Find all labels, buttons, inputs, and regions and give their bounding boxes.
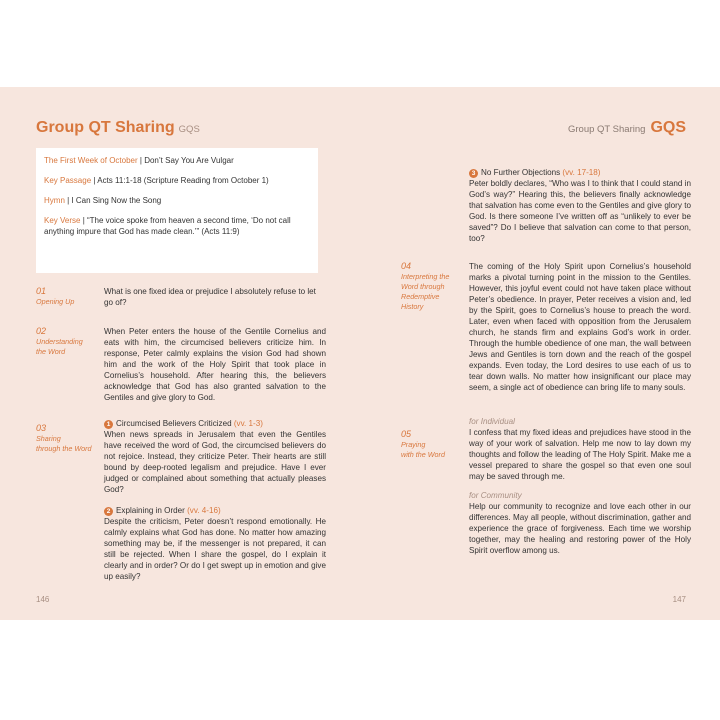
number-2-icon: 2 <box>104 507 113 516</box>
point-1-heading: 1 Circumcised Believers Criticized (vv. 1-3) <box>104 418 326 429</box>
left-page <box>0 87 360 620</box>
point-2-heading: 2 Explaining in Order (vv. 4-16) <box>104 505 326 516</box>
number-3-icon: 3 <box>469 169 478 178</box>
section-01-text: What is one fixed idea or prejudice I absolutely refuse to let go of? <box>104 287 316 307</box>
community-heading: for Community <box>469 491 522 500</box>
number-1-icon: 1 <box>104 420 113 429</box>
point-2-text: Despite the criticism, Peter doesn’t respond emotionally. He calmly explains what God has done. No matter how amazing something may be, if the messenger is not prepared, it can still be rejected. When I share the gospel, do I explain it clearly and in order? Or do I get swept up in emotion and give up easily? <box>104 517 326 581</box>
hymn-line: Hymn | I Can Sing Now the Song <box>44 196 162 205</box>
title-text: Group QT Sharing <box>36 119 175 136</box>
page-number-left: 146 <box>36 595 50 604</box>
week-line: The First Week of October | Don’t Say You Are Vulgar <box>44 156 234 165</box>
verse-line: Key Verse | “The voice spoke from heaven a second time, ‘Do not call anything impure that God has made clean.’” (Acts 11:9) <box>44 216 291 236</box>
section-03-text <box>104 418 326 582</box>
book-spread <box>0 87 720 620</box>
point-1-text: When news spreads in Jerusalem that even the Gentiles have received the word of God, the circumcised believers do not rejoice. Instead, they criticize Peter. Their hearts are still bound by deep-rooted legalism and prejudice. Have I ever judged or complained about something that actually pleases God? <box>104 430 326 494</box>
section-02-text: When Peter enters the house of the Gentile Cornelius and eats with him, the circumcised believers criticize him. In response, Peter calmly explains the vision God had shown him and the work of the Holy Spirit that took place in Cornelius’s household. After hearing this, the believers acknowledge that God has also granted salvation to the Gentiles and give glory to God. <box>104 327 326 402</box>
page-title-right <box>568 119 686 137</box>
section-02-label: 02 Understanding the Word <box>36 326 83 356</box>
title-code: GQS <box>178 124 200 135</box>
info-box <box>36 148 318 273</box>
individual-heading: for Individual <box>469 417 515 426</box>
section-04-text: The coming of the Holy Spirit upon Cornelius’s household marks a pivotal turning point in the mission to the Gentiles. However, this joyful event could not have taken place without Peter’s obedience. In prayer, Peter receives a vision and, led by the Spirit, goes to Cornelius’s house to preach the word. Later, even when faced with opposition from the Jerusalem church, he stands firm and explains God’s work in order. Through the humble obedience of one man, the wall between Jews and Gentiles is torn down and the reach of the gospel expands. Even today, the Lord desires to use each of us to tear down walls. No matter how insignificant our place may seem, a single act of obedience can bring life to many souls. <box>469 262 691 392</box>
section-03-continued <box>469 167 691 244</box>
right-page <box>360 87 720 620</box>
page-title <box>36 119 200 137</box>
title-subtext: Group QT Sharing <box>567 124 646 135</box>
passage-line: Key Passage | Acts 11:1-18 (Scripture Reading from October 1) <box>44 176 269 185</box>
community-prayer: Help our community to recognize and love each other in our differences. May all people, without discrimination, gather and experience the grace of forgiveness. Each time we worship together, may the healing and restoring power of the Holy Spirit overflow among us. <box>469 502 691 555</box>
section-05-label: 05 Praying with the Word <box>401 429 445 459</box>
individual-prayer: I confess that my fixed ideas and prejudices have stood in the way of your work of salvation. Help me now to lay down my thoughts and follow the leading of The Holy Spirit. Make me a vessel prepared to share the gospel so that even one soul may be saved through me. <box>469 428 691 481</box>
point-3-text: Peter boldly declares, “Who was I to think that I could stand in God’s way?” Hearing this, the believers finally acknowledge that salvation has come even to the Gentiles and give glory to God. Is there someone I’ve written off as “unlikely to ever be saved”? Do I believe that salvation can come to that person, too? <box>469 179 691 243</box>
section-05-text <box>469 416 691 556</box>
point-3-heading: 3 No Further Objections (vv. 17-18) <box>469 167 691 178</box>
page-number-right: 147 <box>672 595 686 604</box>
section-03-label: 03 Sharing through the Word <box>36 423 92 453</box>
title-code-right: GQS <box>650 119 686 136</box>
section-04-label: 04 Interpreting the Word through Redemptive History <box>401 261 450 311</box>
section-01-label: 01 Opening Up <box>36 286 75 306</box>
